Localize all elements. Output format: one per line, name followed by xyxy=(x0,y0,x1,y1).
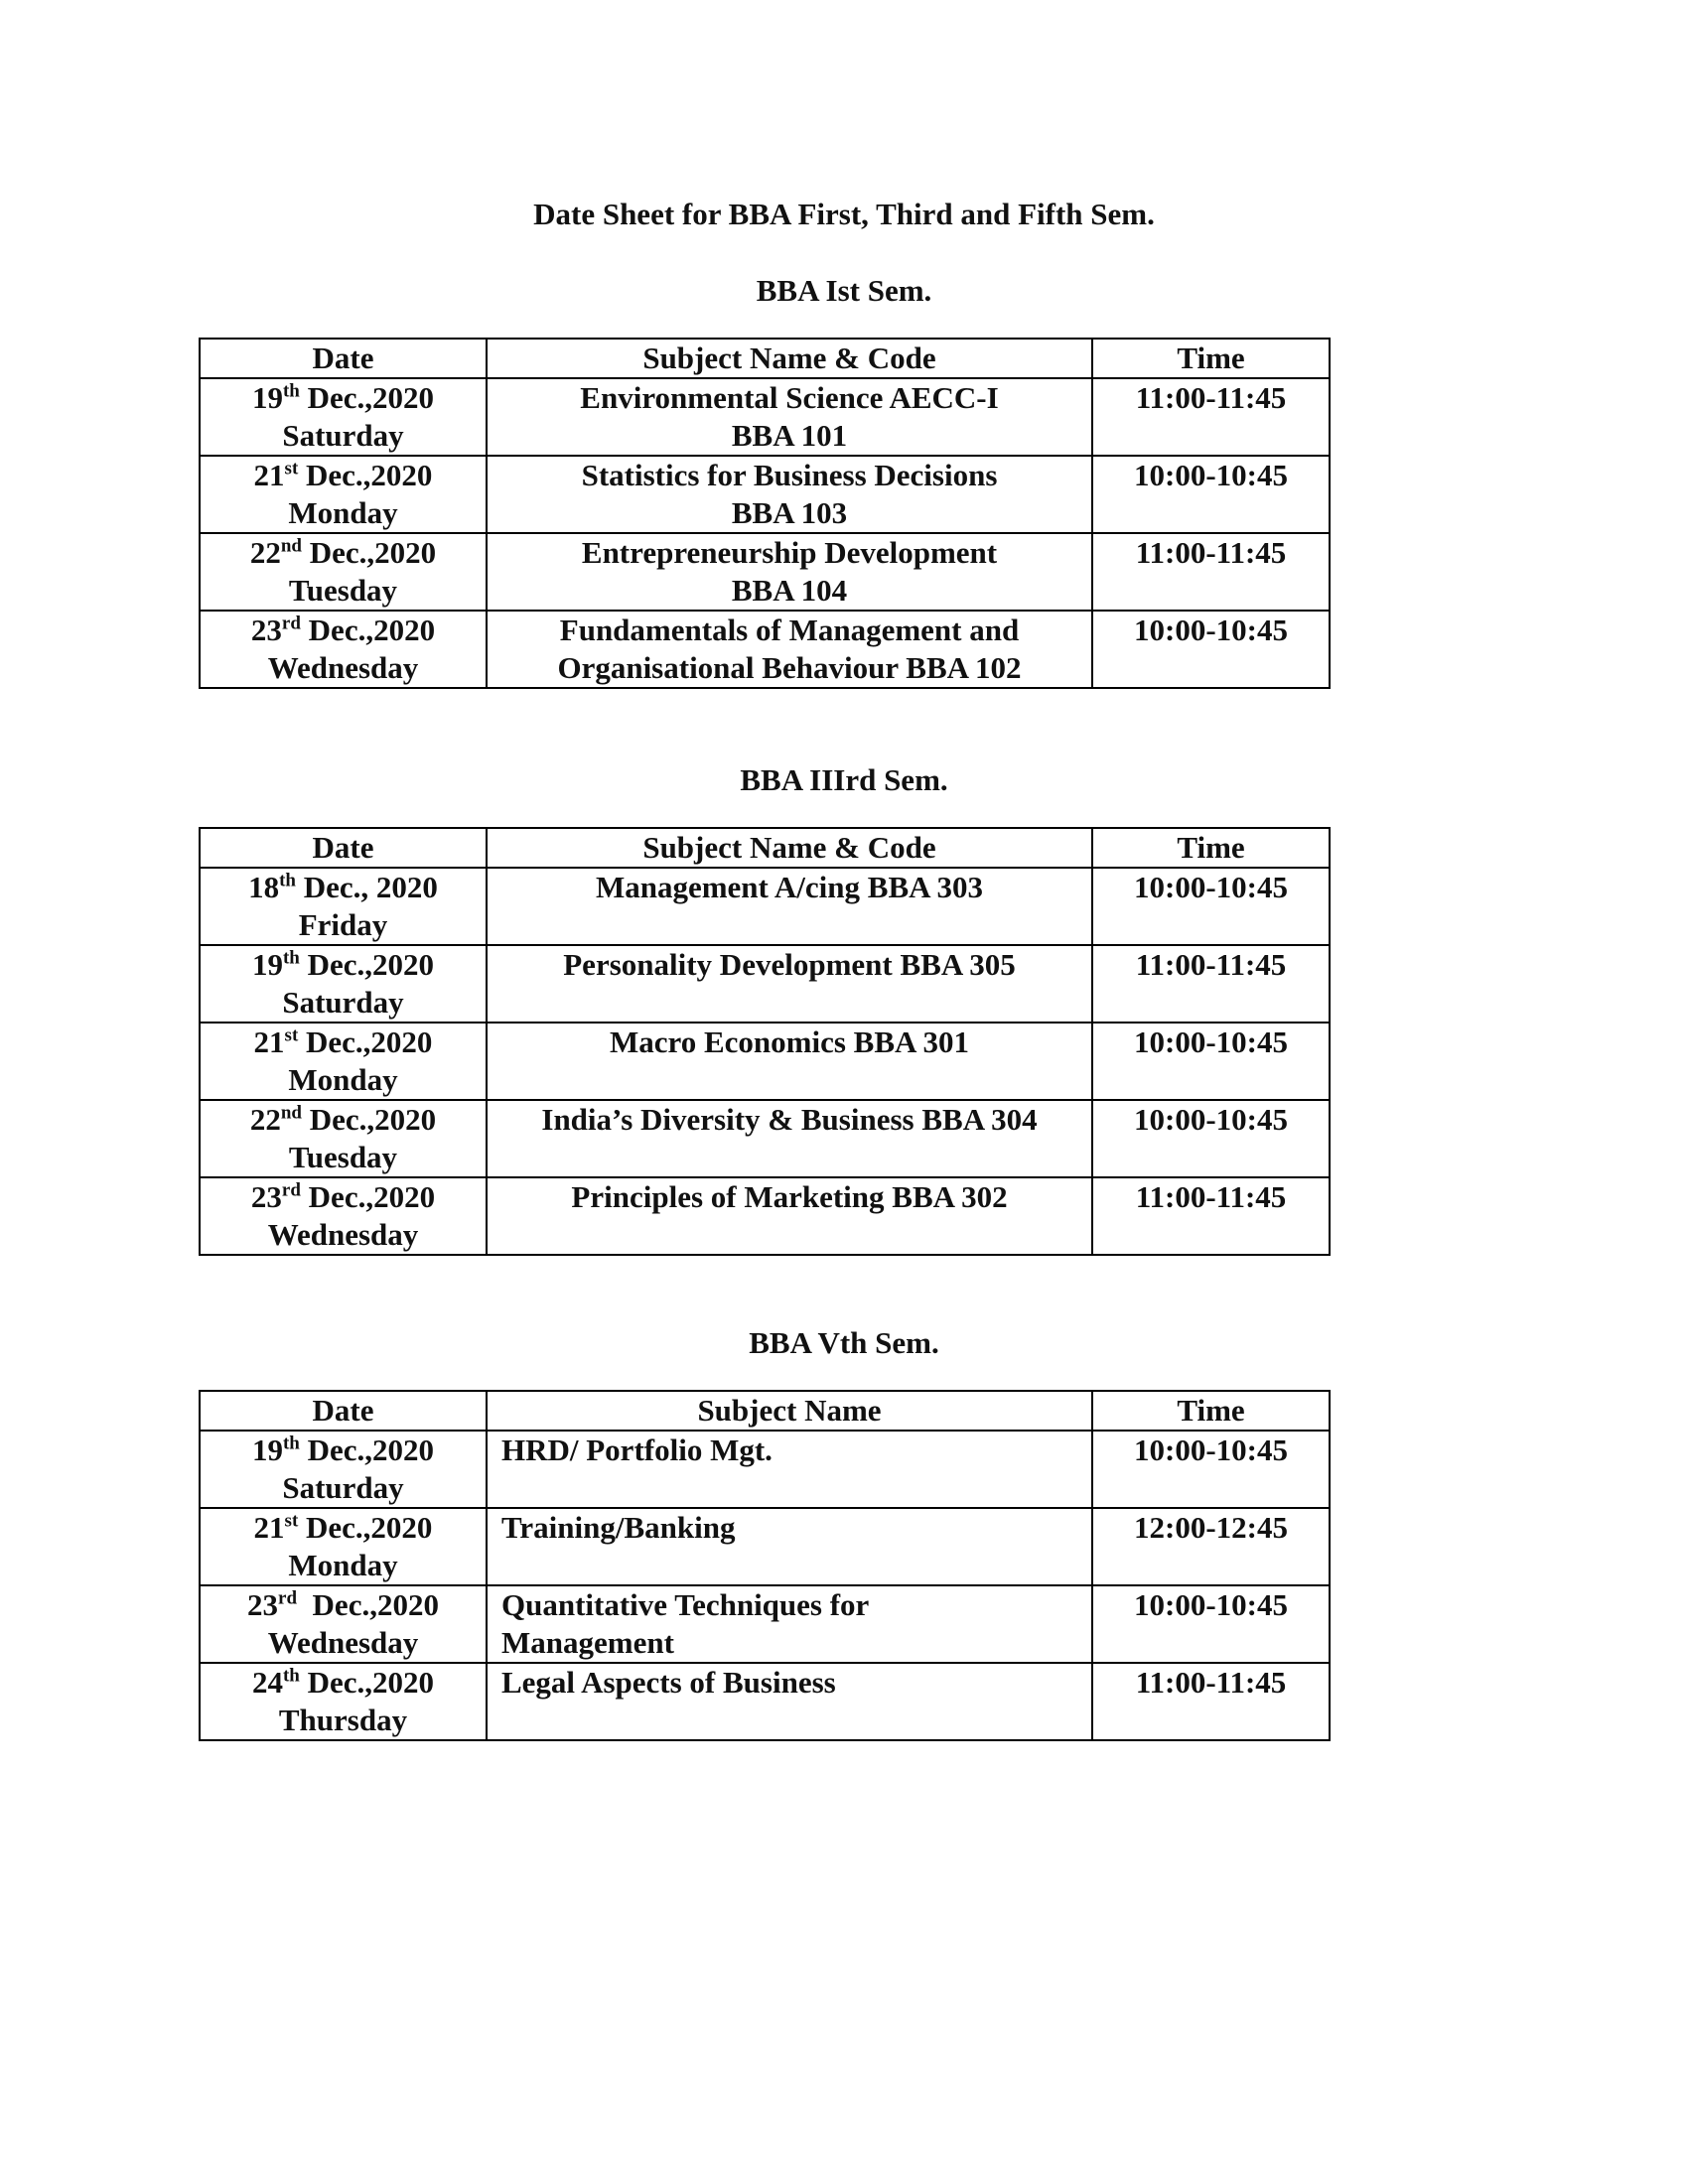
table-header-row xyxy=(200,339,1330,378)
table-row xyxy=(200,378,1330,456)
weekday: Saturday xyxy=(282,985,404,1020)
date-suffix: th xyxy=(282,1433,300,1454)
subject-line: Entrepreneurship Development xyxy=(581,535,998,570)
date-suffix: st xyxy=(284,1510,299,1532)
date-day: 24 xyxy=(251,1665,283,1700)
date-cell xyxy=(200,868,487,945)
date-suffix: th xyxy=(282,380,300,402)
time-cell: 11:00-11:45 xyxy=(1092,533,1330,611)
date-cell xyxy=(200,1431,487,1508)
table-row xyxy=(200,1585,1330,1663)
subject-line-2: BBA 101 xyxy=(731,418,848,453)
date-day: 19 xyxy=(251,947,283,982)
date-cell xyxy=(200,378,487,456)
header-time: Time xyxy=(1092,339,1330,378)
date-month-year: Dec.,2020 xyxy=(300,613,436,647)
subject-line: Macro Economics BBA 301 xyxy=(610,1024,969,1059)
subject-line: Statistics for Business Decisions xyxy=(581,458,998,492)
subject-cell xyxy=(487,868,1092,945)
weekday: Monday xyxy=(288,495,398,530)
subject-line-2: BBA 103 xyxy=(731,495,848,530)
weekday: Monday xyxy=(288,1062,398,1097)
date-month-year: Dec., 2020 xyxy=(296,870,438,904)
schedule-table xyxy=(199,827,1331,1256)
date-day: 22 xyxy=(249,1102,281,1137)
section-heading: BBA IIIrd Sem. xyxy=(740,762,948,797)
time-cell: 10:00-10:45 xyxy=(1092,456,1330,533)
table-row xyxy=(200,1663,1330,1740)
section-heading: BBA Vth Sem. xyxy=(749,1325,939,1360)
subject-line: Quantitative Techniques for xyxy=(501,1587,870,1622)
subject-line: HRD/ Portfolio Mgt. xyxy=(501,1433,773,1467)
weekday: Monday xyxy=(288,1548,398,1582)
table-row xyxy=(200,868,1330,945)
table-row xyxy=(200,1023,1330,1100)
subject-cell xyxy=(487,1508,1092,1585)
table-row xyxy=(200,1177,1330,1255)
header-date: Date xyxy=(200,828,487,868)
header-time: Time xyxy=(1092,1391,1330,1431)
table-row xyxy=(200,533,1330,611)
time-cell: 10:00-10:45 xyxy=(1092,1431,1330,1508)
date-suffix: st xyxy=(284,1024,299,1046)
date-day: 21 xyxy=(253,458,285,492)
date-month-year: Dec.,2020 xyxy=(300,1179,436,1214)
subject-cell xyxy=(487,1177,1092,1255)
date-suffix: nd xyxy=(280,1102,302,1124)
date-suffix: rd xyxy=(281,1179,301,1201)
date-day: 23 xyxy=(247,1587,279,1622)
subject-line: Training/Banking xyxy=(501,1510,736,1545)
date-month-year: Dec.,2020 xyxy=(299,1433,435,1467)
date-cell xyxy=(200,1177,487,1255)
table-row xyxy=(200,456,1330,533)
date-suffix: rd xyxy=(281,613,301,634)
subject-cell xyxy=(487,611,1092,688)
weekday: Wednesday xyxy=(267,1217,419,1252)
header-date: Date xyxy=(200,339,487,378)
table-row xyxy=(200,611,1330,688)
table-row xyxy=(200,1100,1330,1177)
weekday: Wednesday xyxy=(267,1625,419,1660)
date-cell xyxy=(200,1585,487,1663)
date-month-year: Dec.,2020 xyxy=(299,947,435,982)
weekday: Thursday xyxy=(278,1703,408,1737)
subject-line: Principles of Marketing BBA 302 xyxy=(571,1179,1008,1214)
time-cell: 12:00-12:45 xyxy=(1092,1508,1330,1585)
weekday: Saturday xyxy=(282,1470,404,1505)
date-cell xyxy=(200,1100,487,1177)
table-row xyxy=(200,1508,1330,1585)
subject-line: India’s Diversity & Business BBA 304 xyxy=(541,1102,1038,1137)
date-month-year: Dec.,2020 xyxy=(301,535,437,570)
date-cell xyxy=(200,1663,487,1740)
date-month-year: Dec.,2020 xyxy=(297,1587,439,1622)
time-cell: 10:00-10:45 xyxy=(1092,868,1330,945)
header-date: Date xyxy=(200,1391,487,1431)
subject-line: Environmental Science AECC-I xyxy=(580,380,999,415)
date-month-year: Dec.,2020 xyxy=(301,1102,437,1137)
subject-cell xyxy=(487,1431,1092,1508)
date-day: 19 xyxy=(251,380,283,415)
weekday: Wednesday xyxy=(267,650,419,685)
weekday: Friday xyxy=(298,907,388,942)
date-suffix: st xyxy=(284,458,299,479)
subject-line: Legal Aspects of Business xyxy=(501,1665,836,1700)
date-day: 21 xyxy=(253,1510,285,1545)
header-time: Time xyxy=(1092,828,1330,868)
time-cell: 11:00-11:45 xyxy=(1092,378,1330,456)
subject-cell xyxy=(487,945,1092,1023)
date-suffix: th xyxy=(279,870,296,891)
table-row xyxy=(200,945,1330,1023)
weekday: Tuesday xyxy=(288,573,398,608)
date-day: 19 xyxy=(251,1433,283,1467)
table-header-row xyxy=(200,1391,1330,1431)
date-day: 23 xyxy=(250,613,282,647)
date-month-year: Dec.,2020 xyxy=(298,1510,433,1545)
time-cell: 10:00-10:45 xyxy=(1092,611,1330,688)
time-cell: 10:00-10:45 xyxy=(1092,1585,1330,1663)
date-day: 23 xyxy=(250,1179,282,1214)
subject-line-2: BBA 104 xyxy=(731,573,848,608)
date-cell xyxy=(200,1508,487,1585)
date-month-year: Dec.,2020 xyxy=(299,1665,435,1700)
date-cell xyxy=(200,1023,487,1100)
subject-cell xyxy=(487,456,1092,533)
date-suffix: th xyxy=(282,947,300,969)
weekday: Saturday xyxy=(282,418,404,453)
subject-line: Fundamentals of Management and xyxy=(559,613,1020,647)
weekday: Tuesday xyxy=(288,1140,398,1174)
header-subject: Subject Name xyxy=(487,1391,1092,1431)
table-header-row xyxy=(200,828,1330,868)
subject-cell xyxy=(487,1663,1092,1740)
subject-line-2: Organisational Behaviour BBA 102 xyxy=(557,650,1022,685)
subject-cell xyxy=(487,378,1092,456)
date-suffix: th xyxy=(282,1665,300,1687)
table-row xyxy=(200,1431,1330,1508)
time-cell: 10:00-10:45 xyxy=(1092,1100,1330,1177)
page-title: Date Sheet for BBA First, Third and Fifth Sem. xyxy=(533,197,1155,231)
subject-cell xyxy=(487,533,1092,611)
date-suffix: nd xyxy=(280,535,302,557)
subject-cell xyxy=(487,1585,1092,1663)
time-cell: 11:00-11:45 xyxy=(1092,1177,1330,1255)
section-heading: BBA Ist Sem. xyxy=(756,273,932,308)
date-cell xyxy=(200,533,487,611)
date-suffix: rd xyxy=(278,1587,298,1609)
header-subject: Subject Name & Code xyxy=(487,339,1092,378)
time-cell: 11:00-11:45 xyxy=(1092,1663,1330,1740)
date-month-year: Dec.,2020 xyxy=(298,1024,433,1059)
schedule-table xyxy=(199,338,1331,689)
subject-cell xyxy=(487,1100,1092,1177)
date-day: 22 xyxy=(249,535,281,570)
subject-cell xyxy=(487,1023,1092,1100)
date-day: 21 xyxy=(253,1024,285,1059)
time-cell: 11:00-11:45 xyxy=(1092,945,1330,1023)
date-cell xyxy=(200,611,487,688)
subject-line: Management A/cing BBA 303 xyxy=(595,870,984,904)
date-day: 18 xyxy=(248,870,280,904)
schedule-table xyxy=(199,1390,1331,1741)
header-subject: Subject Name & Code xyxy=(487,828,1092,868)
subject-line-2: Management xyxy=(501,1625,674,1660)
date-month-year: Dec.,2020 xyxy=(299,380,435,415)
subject-line: Personality Development BBA 305 xyxy=(563,947,1016,982)
date-cell xyxy=(200,945,487,1023)
date-cell xyxy=(200,456,487,533)
time-cell: 10:00-10:45 xyxy=(1092,1023,1330,1100)
date-month-year: Dec.,2020 xyxy=(298,458,433,492)
